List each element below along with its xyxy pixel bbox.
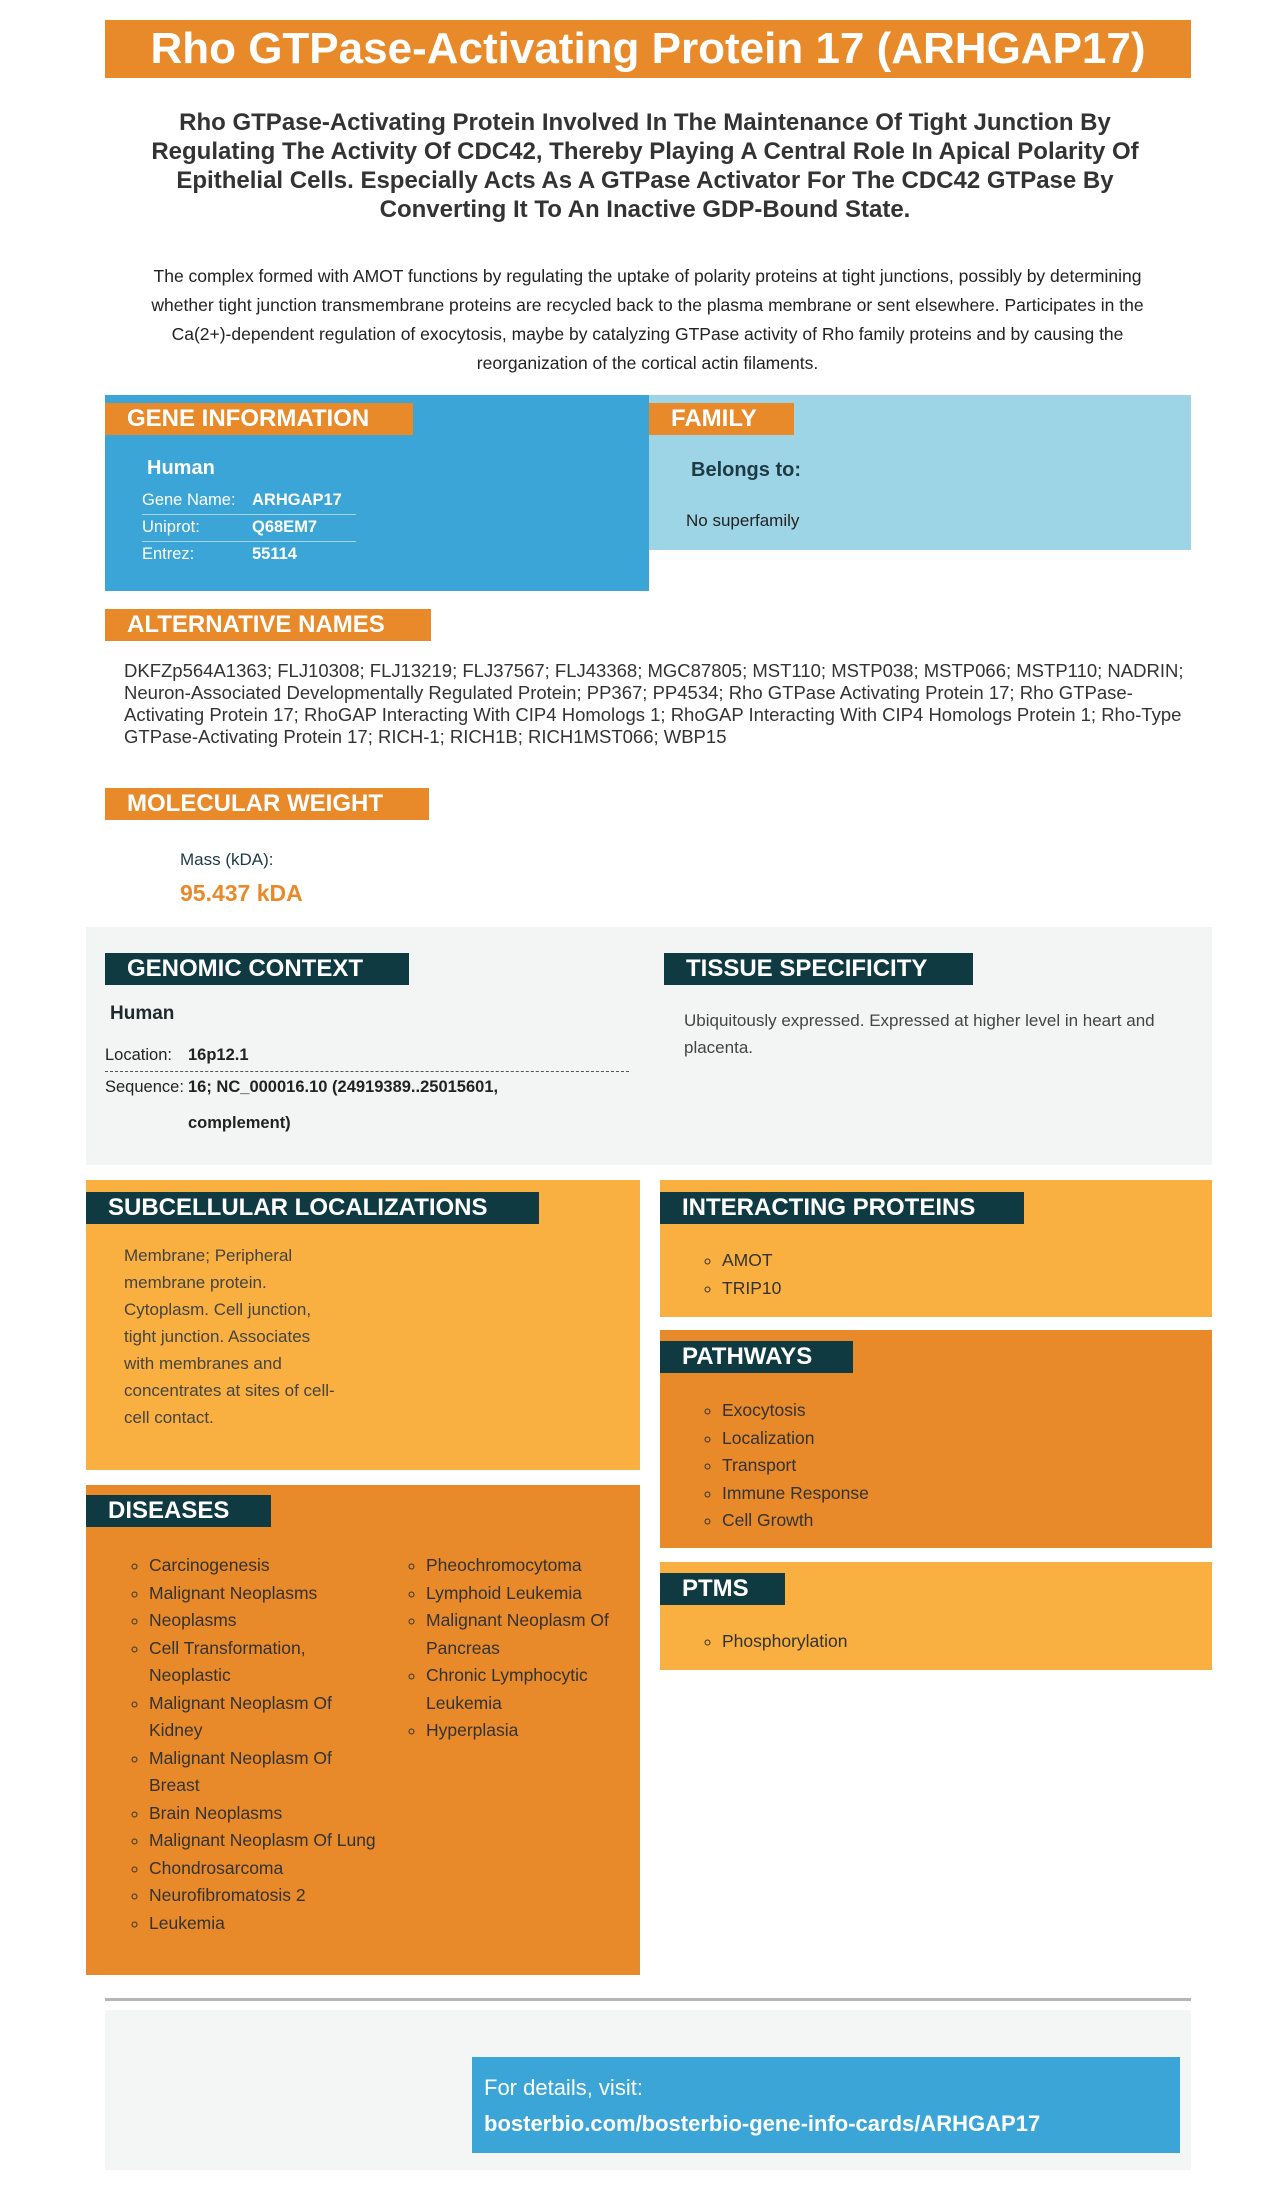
entrez-value: 55114 <box>252 545 297 563</box>
alternative-names-text: DKFZp564A1363; FLJ10308; FLJ13219; FLJ37567; FLJ43368; MGC87805; MST110; MSTP038; MSTP066; MSTP110; NADRIN; Neuron-Associated Developmentally Regulated Protein; PP367; PP4534; Rho GTPase Activating Protein 17; Rho GTPase-Activating Protein 17; RhoGAP Interacting With CIP4 Homologs 1; RhoGAP Interacting With CIP4 Homologs Protein 1; Rho-Type GTPase-Activating Protein 17; RICH-1; RICH1B; RICH1MST066; WBP15 <box>124 660 1184 747</box>
list-item: ◦ Brain Neoplasms <box>149 1800 379 1828</box>
ptms-list <box>698 1628 848 1656</box>
subcellular-text: Membrane; Peripheral membrane protein. Cytoplasm. Cell junction, tight junction. Associates with membranes and concentrates at sites of cell-cell contact. <box>124 1246 335 1427</box>
gene-name-label: Gene Name: <box>142 491 236 509</box>
details-url-link[interactable]: bosterbio.com/bosterbio-gene-info-cards/ARHGAP17 <box>484 2111 1041 2136</box>
list-item: ◦ AMOT <box>722 1247 781 1275</box>
interacting-proteins-heading: INTERACTING PROTEINS <box>660 1192 1024 1224</box>
list-item: ◦ Pheochromocytoma <box>426 1552 656 1580</box>
footer-divider <box>105 1998 1191 2001</box>
gene-information-heading: GENE INFORMATION <box>105 403 413 435</box>
entrez-label: Entrez: <box>142 545 195 563</box>
gene-name-value: ARHGAP17 <box>252 491 342 509</box>
diseases-panel <box>86 1485 640 1975</box>
list-item: ◦ Neurofibromatosis 2 <box>149 1882 379 1910</box>
gene-name-row <box>142 487 356 515</box>
pathways-list <box>698 1397 869 1535</box>
location-value: 16p12.1 <box>188 1046 249 1064</box>
list-item: ◦ Exocytosis <box>722 1397 869 1425</box>
diseases-heading: DISEASES <box>86 1495 271 1527</box>
diseases-list-col2 <box>402 1552 656 1745</box>
list-item: ◦ Malignant Neoplasm Of Kidney <box>149 1690 379 1745</box>
genomic-species: Human <box>110 1003 175 1024</box>
pathways-heading: PATHWAYS <box>660 1341 853 1373</box>
page-title: Rho GTPase-Activating Protein 17 (ARHGAP17) <box>105 20 1191 78</box>
list-item: ◦ Immune Response <box>722 1480 869 1508</box>
sequence-value-line2: complement) <box>188 1114 291 1132</box>
list-item: ◦ Lymphoid Leukemia <box>426 1580 656 1608</box>
genomic-tissue-panel <box>86 927 1212 1165</box>
family-belongs-label: Belongs to: <box>691 459 801 481</box>
family-panel <box>649 395 1191 550</box>
list-item: ◦ Chronic Lymphocytic Leukemia <box>426 1662 656 1717</box>
location-label: Location: <box>105 1046 172 1064</box>
ptms-panel <box>660 1562 1212 1670</box>
tissue-specificity-heading: TISSUE SPECIFICITY <box>664 953 973 985</box>
molecular-weight-heading: MOLECULAR WEIGHT <box>105 788 429 820</box>
interacting-proteins-panel <box>660 1180 1212 1317</box>
sequence-label: Sequence: <box>105 1078 184 1096</box>
gene-information-panel <box>105 395 649 591</box>
list-item: ◦ Leukemia <box>149 1910 379 1938</box>
list-item: ◦ Malignant Neoplasm Of Pancreas <box>426 1607 656 1662</box>
family-value: No superfamily <box>686 511 800 530</box>
location-row <box>105 1042 629 1072</box>
uniprot-row <box>142 514 356 542</box>
protein-description: The complex formed with AMOT functions by regulating the uptake of polarity proteins at tight junctions, possibly by determining whether tight junction transmembrane proteins are recycled back to the plasma membrane or sent elsewhere. Participates in the Ca(2+)-dependent regulation of exocytosis, maybe by catalyzing GTPase activity of Rho family proteins and by causing the reorganization of the cortical actin filaments. <box>151 266 1144 373</box>
list-item: ◦ Malignant Neoplasm Of Breast <box>149 1745 379 1800</box>
protein-summary: Rho GTPase-Activating Protein Involved In The Maintenance Of Tight Junction By Regulating The Activity Of CDC42, Thereby Playing A Central Role In Apical Polarity Of Epithelial Cells. Especially Acts As A GTPase Activator For The CDC42 GTPase By Converting It To An Inactive GDP-Bound State. <box>151 109 1139 223</box>
sequence-value-line1: 16; NC_000016.10 (24919389..25015601, <box>188 1078 499 1096</box>
list-item: ◦ TRIP10 <box>722 1275 781 1303</box>
diseases-list-col1 <box>125 1552 379 1937</box>
tissue-specificity-text: Ubiquitously expressed. Expressed at higher level in heart and placenta. <box>684 1011 1155 1057</box>
subcellular-heading: SUBCELLULAR LOCALIZATIONS <box>86 1192 539 1224</box>
list-item: ◦ Hyperplasia <box>426 1717 656 1745</box>
mass-label: Mass (kDA): <box>180 850 274 869</box>
interacting-proteins-list <box>698 1247 781 1302</box>
uniprot-label: Uniprot: <box>142 518 200 536</box>
subcellular-panel <box>86 1180 640 1470</box>
list-item: ◦ Phosphorylation <box>722 1628 848 1656</box>
list-item: ◦ Chondrosarcoma <box>149 1855 379 1883</box>
mass-value: 95.437 kDA <box>180 880 303 906</box>
details-link-box[interactable] <box>472 2057 1180 2153</box>
alternative-names-heading: ALTERNATIVE NAMES <box>105 609 431 641</box>
list-item: ◦ Carcinogenesis <box>149 1552 379 1580</box>
family-heading: FAMILY <box>649 403 794 435</box>
ptms-heading: PTMS <box>660 1573 785 1605</box>
pathways-panel <box>660 1330 1212 1548</box>
list-item: ◦ Malignant Neoplasms <box>149 1580 379 1608</box>
list-item: ◦ Localization <box>722 1425 869 1453</box>
uniprot-value: Q68EM7 <box>252 518 318 536</box>
gene-species: Human <box>147 457 215 479</box>
list-item: ◦ Transport <box>722 1452 869 1480</box>
list-item: ◦ Cell Growth <box>722 1507 869 1535</box>
list-item: ◦ Cell Transformation, Neoplastic <box>149 1635 379 1690</box>
visit-label: For details, visit: <box>484 2075 643 2100</box>
list-item: ◦ Neoplasms <box>149 1607 379 1635</box>
list-item: ◦ Malignant Neoplasm Of Lung <box>149 1827 379 1855</box>
genomic-context-heading: GENOMIC CONTEXT <box>105 953 409 985</box>
entrez-row <box>142 541 356 568</box>
